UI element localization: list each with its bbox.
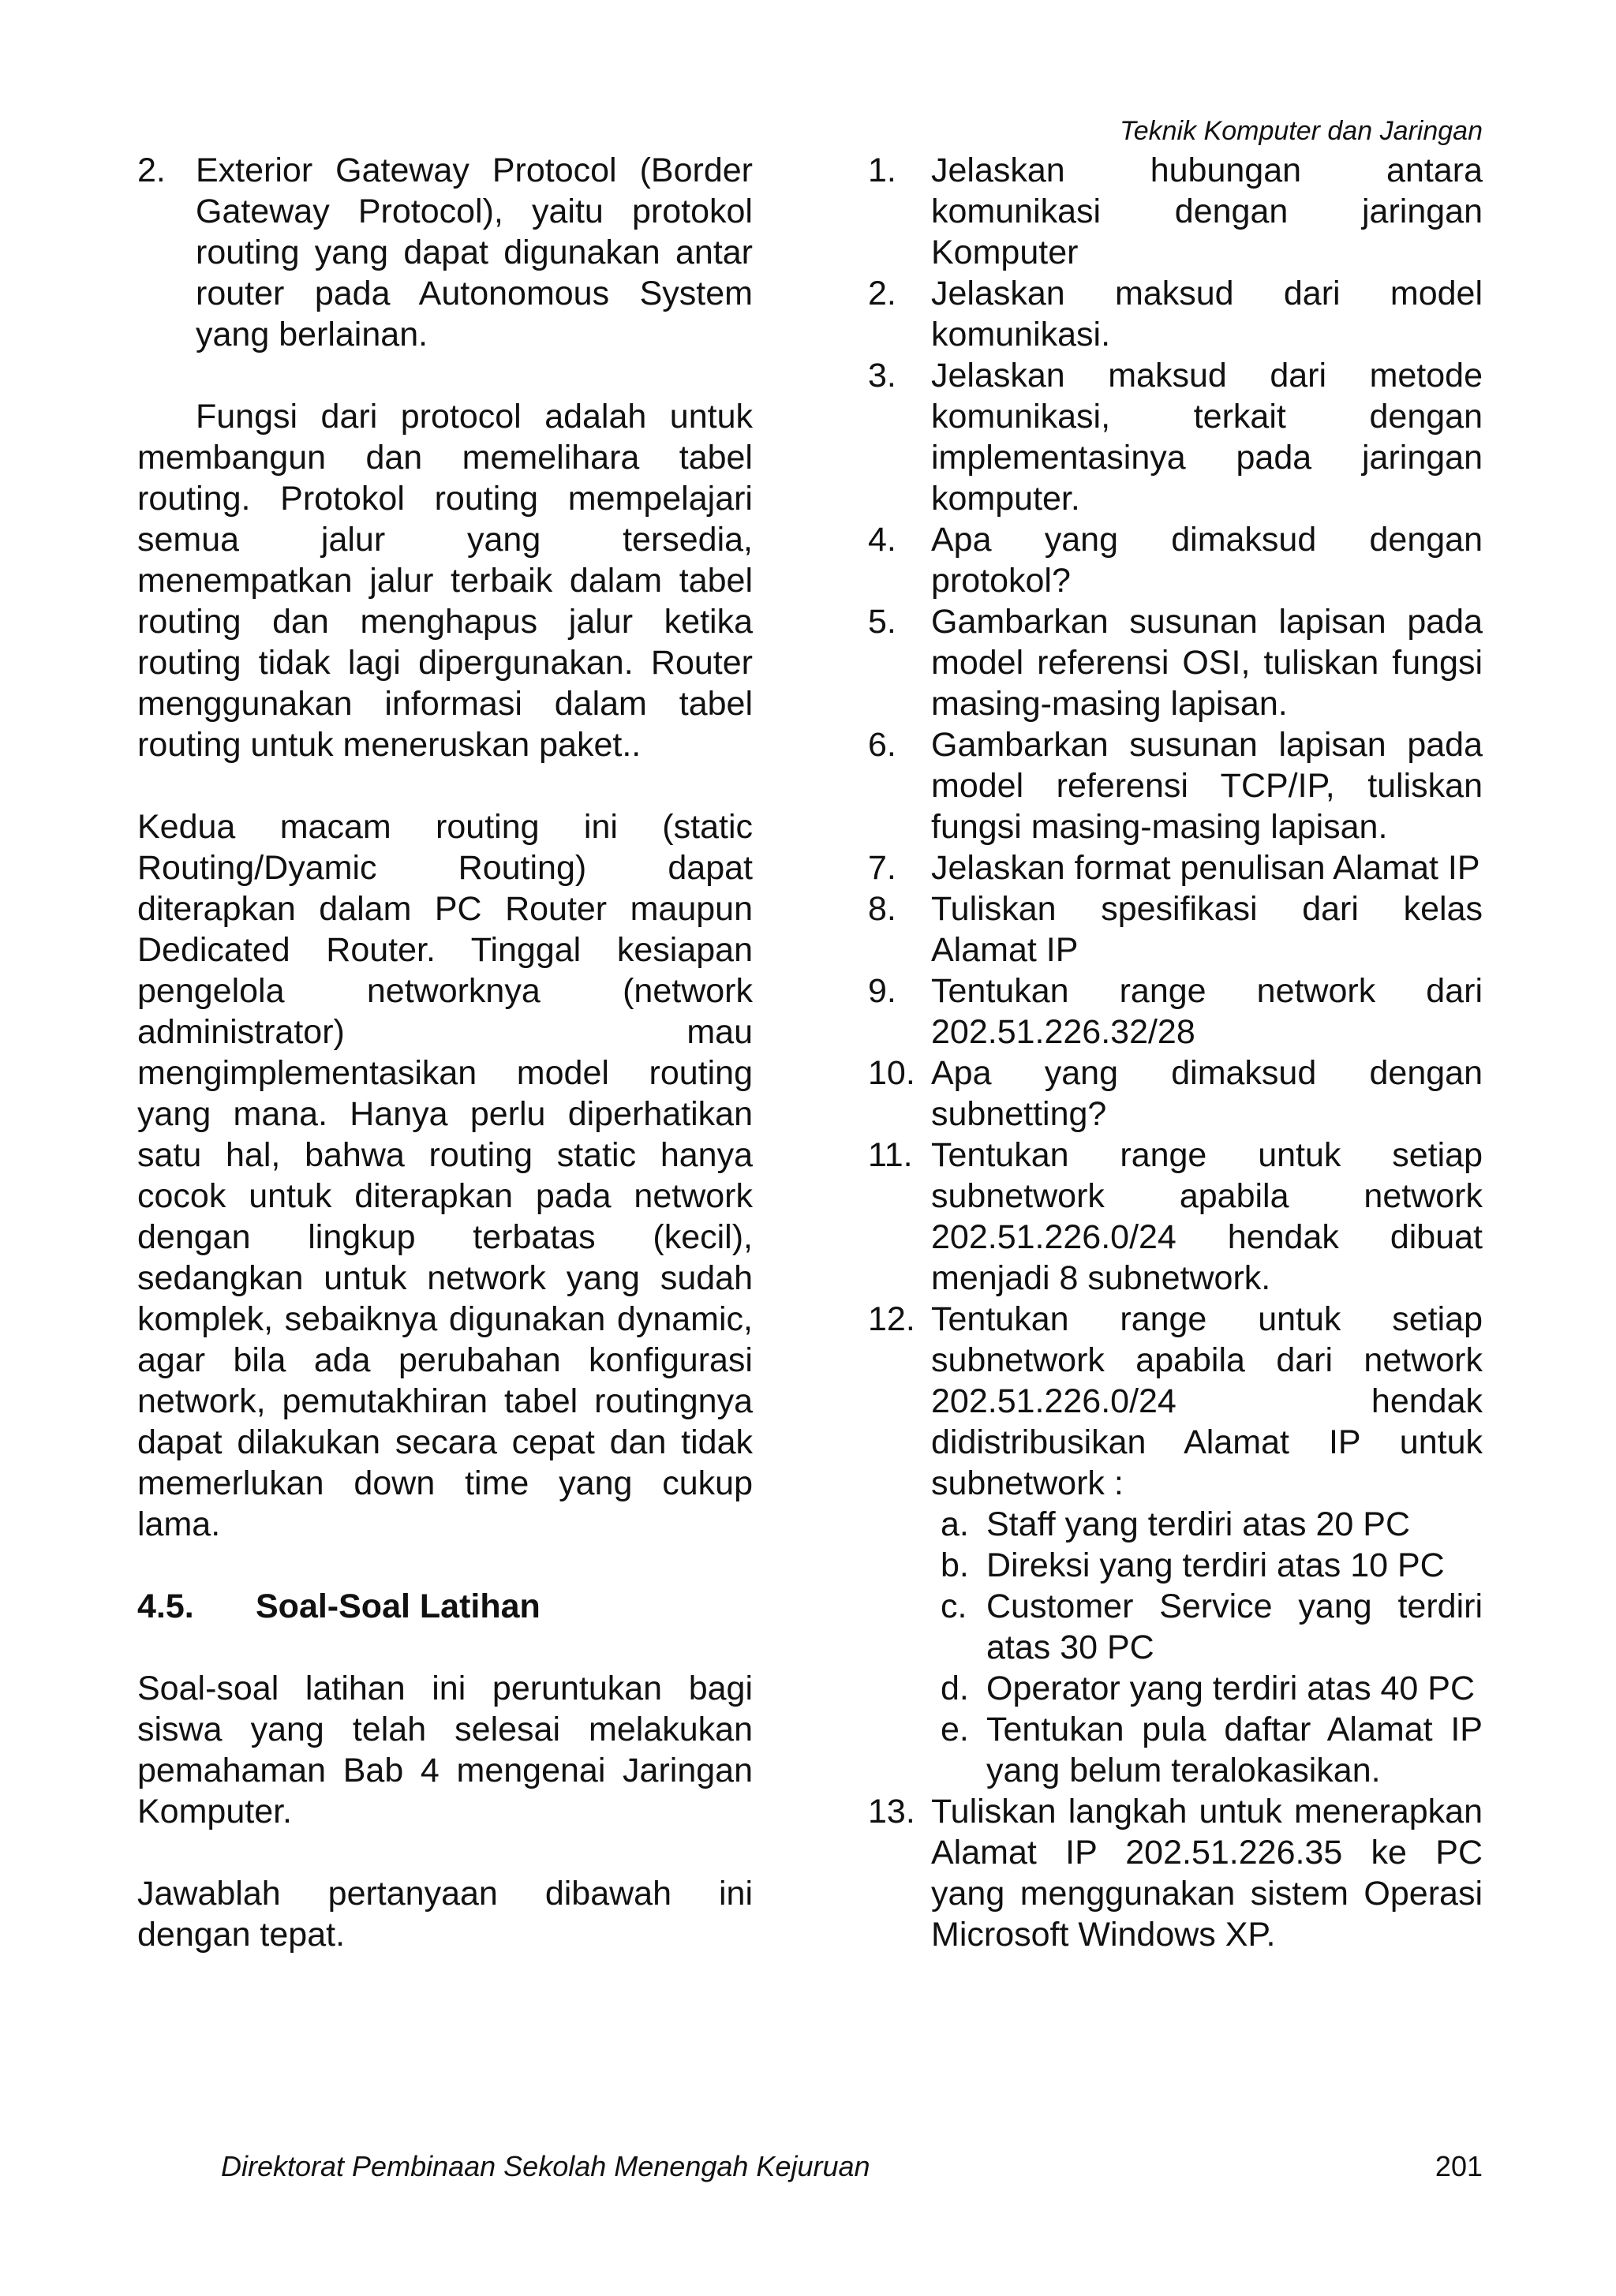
question-item [868,355,1483,519]
left-column [137,150,753,1955]
question-number: 5. [868,603,896,641]
sub-question-text: Tentukan pula daftar Alamat IP yang belum teralokasikan. [986,1711,1483,1789]
question-number: 6. [868,726,896,764]
question-text: Tentukan range network dari 202.51.226.32/28 [931,972,1483,1051]
sub-question-text: Staff yang terdiri atas 20 PC [986,1505,1410,1543]
question-item [868,1135,1483,1299]
section-heading [137,1586,753,1627]
list-item [137,150,753,355]
question-number: 2. [868,275,896,312]
question-text: Jelaskan format penulisan Alamat IP [931,849,1480,887]
sub-question-letter: b. [941,1546,969,1584]
sub-question-text: Customer Service yang terdiri atas 30 PC [986,1587,1483,1666]
question-text: Tuliskan spesifikasi dari kelas Alamat IP [931,890,1483,969]
question-text: Jelaskan maksud dari metode komunikasi, terkait dengan implementasinya pada jaringan komputer. [931,357,1483,518]
sub-question-letter: d. [941,1670,969,1707]
question-item [868,519,1483,601]
question-item [868,1791,1483,1955]
question-number: 3. [868,357,896,395]
question-number: 7. [868,849,896,887]
sub-question-item [931,1586,1483,1668]
question-number: 9. [868,972,896,1010]
right-column [868,150,1483,1955]
page-number: 201 [1435,2150,1483,2182]
question-item [868,1053,1483,1135]
question-number: 10. [868,1054,915,1092]
sub-question-item [931,1545,1483,1586]
question-number: 8. [868,890,896,928]
question-item [868,273,1483,355]
section-number: 4.5. [137,1587,194,1625]
question-text: Jelaskan maksud dari model komunikasi. [931,275,1483,353]
section-title: Soal-Soal Latihan [256,1587,541,1625]
running-header: Teknik Komputer dan Jaringan [1120,116,1483,146]
question-item [868,888,1483,970]
question-item [868,970,1483,1053]
sub-question-text: Direksi yang terdiri atas 10 PC [986,1546,1445,1584]
question-text: Gambarkan susunan lapisan pada model referensi TCP/IP, tuliskan fungsi masing-masing lapisan. [931,726,1483,846]
question-text: Apa yang dimaksud dengan subnetting? [931,1054,1483,1133]
paragraph-routing-function: Fungsi dari protocol adalah untuk membangun dan memelihara tabel routing. Protokol routing mempelajari semua jalur yang tersedia, menempatkan jalur terbaik dalam tabel routing dan menghapus jalur ketika routing tidak lagi dipergunakan. Router menggunakan informasi dalam tabel routing untuk meneruskan paket.. [137,398,753,764]
question-number: 13. [868,1793,915,1830]
question-text: Apa yang dimaksud dengan protokol? [931,521,1483,600]
paragraph-exercise-intro: Soal-soal latihan ini peruntukan bagi siswa yang telah selesai melakukan pemahaman Bab 4 mengenai Jaringan Komputer. [137,1670,753,1830]
question-text: Jelaskan hubungan antara komunikasi dengan jaringan Komputer [931,151,1483,271]
paragraph-routing-types: Kedua macam routing ini (static Routing/Dyamic Routing) dapat diterapkan dalam PC Router maupun Dedicated Router. Tinggal kesiapan pengelola networknya (network administrator) mau mengimplementasikan model routing yang mana. Hanya perlu diperhatikan satu hal, bahwa routing static hanya cocok untuk diterapkan pada network dengan lingkup terbatas (kecil), sedangkan untuk network yang sudah komplek, sebaiknya digunakan dynamic, agar bila ada perubahan konfigurasi network, pemutakhiran tabel routingnya dapat dilakukan secara cepat dan tidak memerlukan down time yang cukup lama. [137,808,753,1543]
sub-question-item [931,1668,1483,1709]
question-text: Tuliskan langkah untuk menerapkan Alamat IP 202.51.226.35 ke PC yang menggunakan sistem Operasi Microsoft Windows XP. [931,1793,1483,1954]
sub-question-text: Operator yang terdiri atas 40 PC [986,1670,1476,1707]
sub-question-item [931,1709,1483,1791]
question-number: 12. [868,1300,915,1338]
sub-question-letter: e. [941,1711,969,1748]
question-number: 4. [868,521,896,559]
footer-publisher: Direktorat Pembinaan Sekolah Menengah Kejuruan [221,2150,870,2182]
list-item-text: Exterior Gateway Protocol (Border Gateway Protocol), yaitu protokol routing yang dapat digunakan antar router pada Autonomous System yang berlainan. [196,151,753,353]
question-item [868,724,1483,847]
question-number: 1. [868,151,896,189]
question-item [868,150,1483,273]
sub-question-list [931,1504,1483,1791]
question-item [868,1299,1483,1504]
sub-question-letter: c. [941,1587,967,1625]
question-item [868,601,1483,724]
question-text: Tentukan range untuk setiap subnetwork apabila dari network 202.51.226.0/24 hendak didistribusikan Alamat IP untuk subnetwork : [931,1300,1483,1502]
paragraph-instruction: Jawablah pertanyaan dibawah ini dengan tepat. [137,1875,753,1954]
list-item-number: 2. [137,151,166,189]
sub-question-letter: a. [941,1505,969,1543]
question-number: 11. [868,1136,913,1174]
question-item [868,847,1483,888]
sub-question-item [931,1504,1483,1545]
question-text: Tentukan range untuk setiap subnetwork apabila network 202.51.226.0/24 hendak dibuat menjadi 8 subnetwork. [931,1136,1483,1297]
question-text: Gambarkan susunan lapisan pada model referensi OSI, tuliskan fungsi masing-masing lapisan. [931,603,1483,723]
